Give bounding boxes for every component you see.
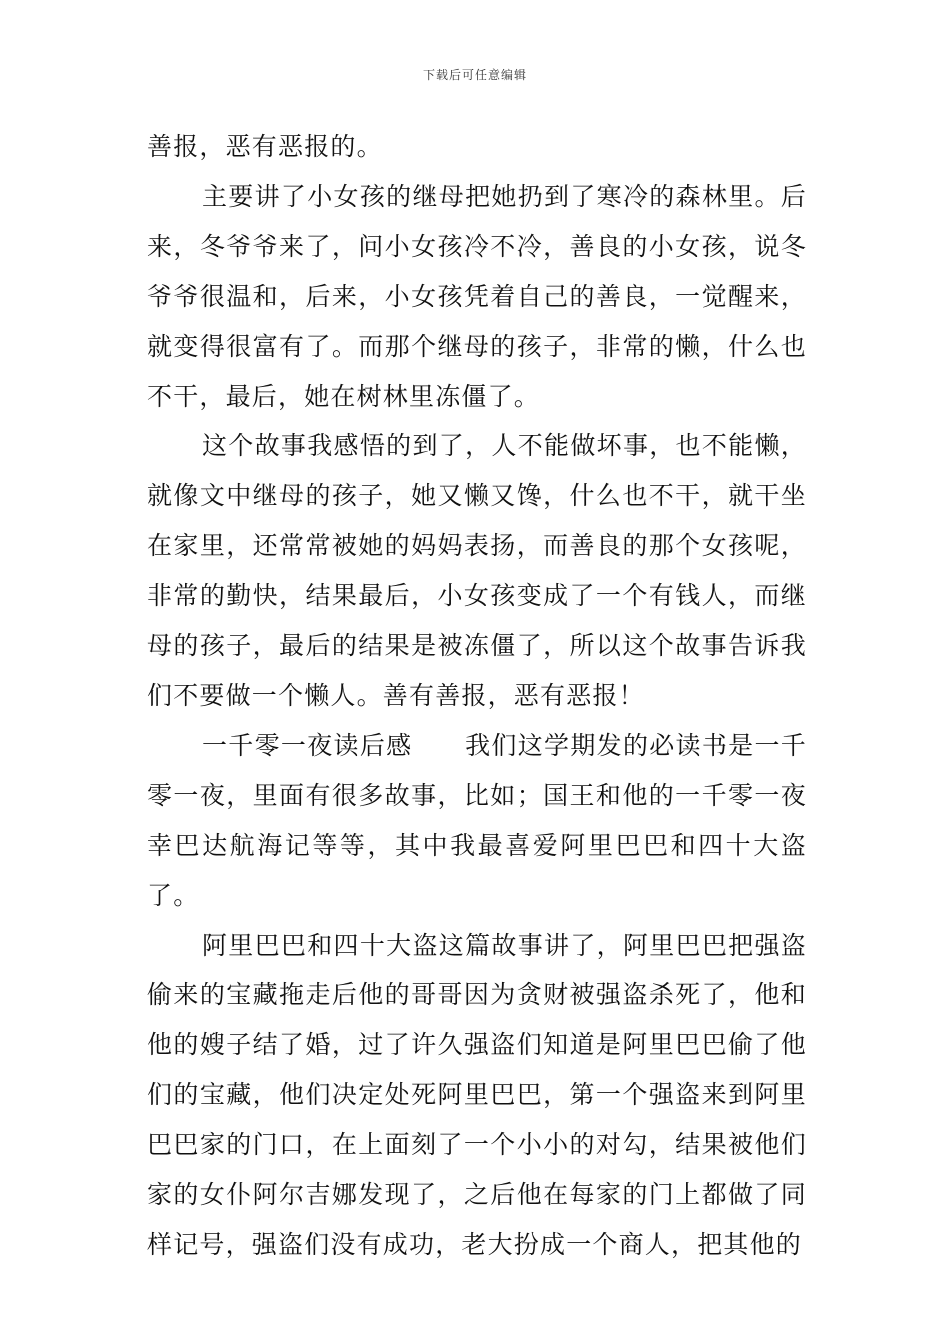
paragraph-continuation: 善报，恶有恶报的。	[147, 132, 383, 161]
paragraph-story-summary: 主要讲了小女孩的继母把她扔到了寒冷的森林里。后来，冬爷爷来了，问小女孩冷不冷，善良的小女孩，说冬爷爷很温和，后来，小女孩凭着自己的善良，一觉醒来，就变得很富有了。而那个继母的孩子，非常的懒，什么也不干，最后，她在树林里冻僵了。	[147, 181, 807, 411]
paragraph-reflection: 这个故事我感悟的到了，人不能做坏事，也不能懒，就像文中继母的孩子，她又懒又馋，什么也不干，就干坐在家里，还常常被她的妈妈表扬，而善良的那个女孩呢，非常的勤快，结果最后，小女孩变成了一个有钱人，而继母的孩子，最后的结果是被冻僵了，所以这个故事告诉我们不要做一个懒人。善有善报，恶有恶报！	[147, 431, 807, 710]
document-body	[147, 122, 807, 1270]
paragraph-ali-baba-story: 阿里巴巴和四十大盗这篇故事讲了，阿里巴巴把强盗偷来的宝藏拖走后他的哥哥因为贪财被强盗杀死了，他和他的嫂子结了婚，过了许久强盗们知道是阿里巴巴偷了他们的宝藏，他们决定处死阿里巴巴，第一个强盗来到阿里巴巴家的门口，在上面刻了一个小小的对勾，结果被他们家的女仆阿尔吉娜发现了，之后他在每家的门上都做了同样记号，强盗们没有成功，老大扮成一个商人，把其他的	[147, 930, 807, 1259]
paragraph-arabian-nights-intro: 一千零一夜读后感 我们这学期发的必读书是一千零一夜，里面有很多故事，比如；国王和他的一千零一夜幸巴达航海记等等，其中我最喜爱阿里巴巴和四十大盗了。	[147, 730, 807, 910]
page-header-note: 下载后可任意编辑	[422, 68, 527, 82]
